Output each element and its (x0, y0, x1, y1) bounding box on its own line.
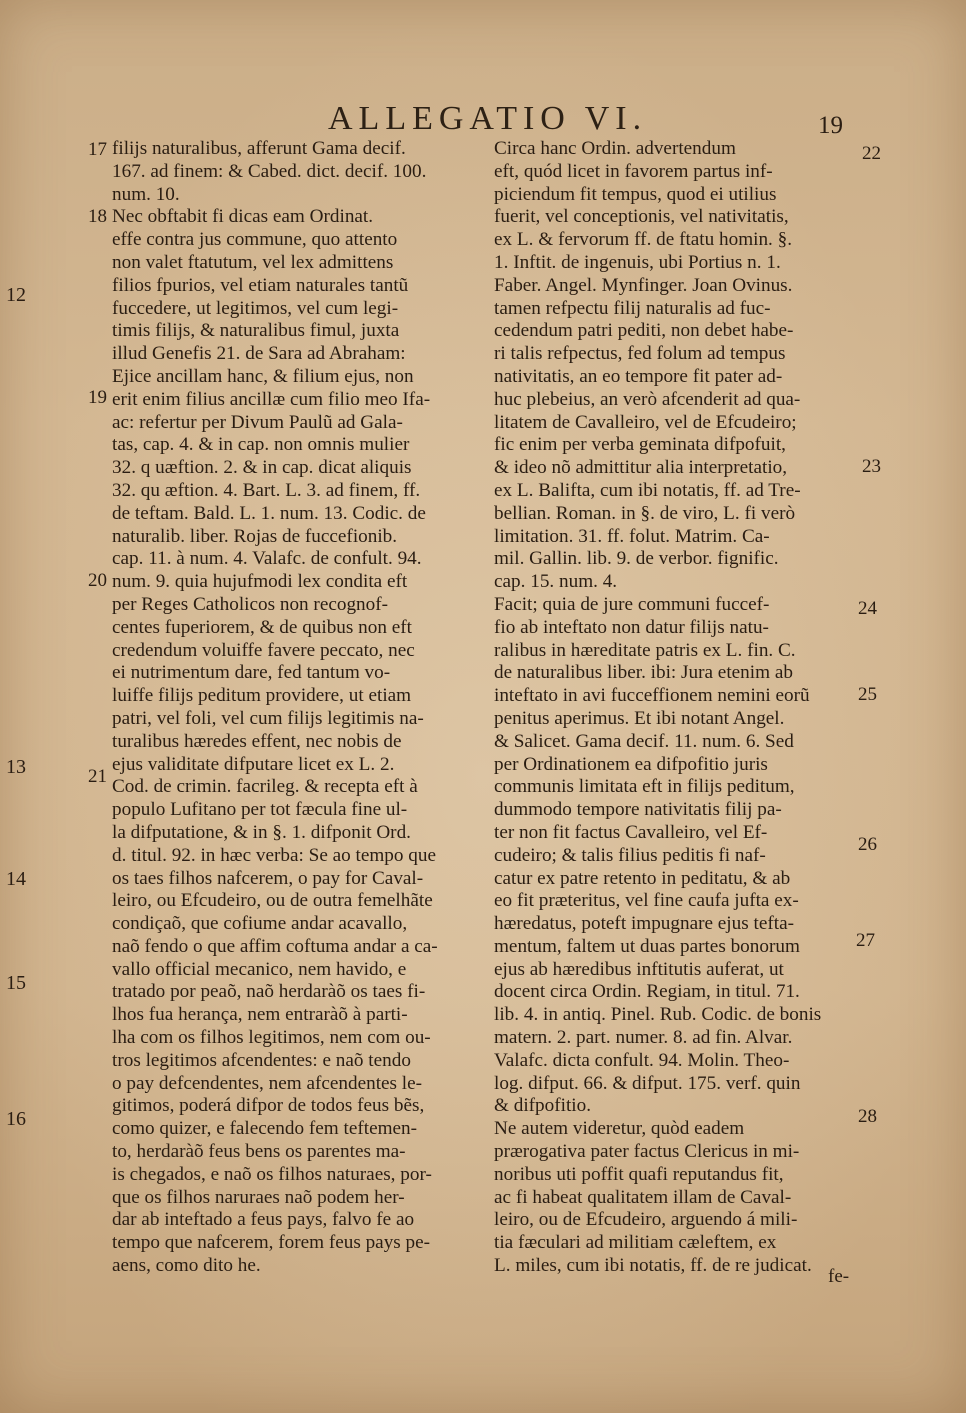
text-line: la difputatione, & in §. 1. difponit Ord. (112, 821, 411, 843)
text-line: populo Lufitano per tot fæcula fine ul- (112, 799, 408, 821)
margin-number: 13 (6, 756, 26, 778)
text-line: communis limitata eft in filijs peditum, (494, 776, 795, 798)
text-line: 167. ad finem: & Cabed. dict. decif. 100. (112, 160, 427, 182)
text-line: illud Genefis 21. de Sara ad Abraham: (112, 343, 406, 365)
text-line: fic enim per verba geminata difpofuit, (494, 434, 786, 456)
text-line: credendum voluiffe favere peccato, nec (112, 639, 415, 661)
paragraph-number: 22 (862, 143, 881, 164)
text-line: & difpofitio. (494, 1095, 591, 1117)
text-line: Faber. Angel. Mynfinger. Joan Ovinus. (494, 274, 793, 296)
text-line: tempo que nafcerem, forem feus pays pe- (112, 1232, 431, 1254)
text-line: mil. Gallin. lib. 9. de verbor. fignific. (494, 548, 779, 570)
text-line: cap. 15. num. 4. (494, 571, 618, 593)
text-line: que os filhos naruraes naõ podem her- (112, 1186, 405, 1208)
text-line: noribus uti poffit quafi reputandus fit, (494, 1163, 784, 1185)
margin-number: 12 (6, 284, 26, 306)
text-line: luiffe filijs peditum providere, ut etiam (112, 685, 412, 707)
text-line: Nec obftabit fi dicas eam Ordinat. (112, 206, 374, 228)
text-line: tamen refpectu filij naturalis ad fuc- (494, 297, 771, 319)
text-line: catur ex patre retento in peditatu, & ab (494, 867, 791, 889)
text-line: fuccedere, ut legitimos, vel cum legi- (112, 297, 399, 319)
text-line: naõ fendo o que affim coftuma andar a ca- (112, 935, 438, 957)
text-line: turalibus hæredes effent, nec nobis de (112, 730, 402, 752)
paragraph-number: 25 (858, 684, 877, 705)
text-line: erit enim filius ancillæ cum filio meo Ifa- (112, 388, 431, 410)
text-line: dar ab inteftado a feus pays, falvo fe ao (112, 1209, 415, 1231)
paragraph-number: 19 (88, 387, 107, 408)
text-line: centes fuperiorem, & de quibus non eft (112, 616, 412, 638)
text-line: penitus aperimus. Et ibi notant Angel. (494, 707, 785, 729)
text-line: os taes filhos nafcerem, o pay for Caval- (112, 867, 424, 889)
text-line: patri, vel foli, vel cum filijs legitimis na- (112, 707, 424, 729)
text-line: cudeiro; & talis filius peditis fi naf- (494, 844, 766, 866)
margin-number: 16 (6, 1108, 26, 1130)
text-line: de teftam. Bald. L. 1. num. 13. Codic. de (112, 502, 426, 524)
text-line: & Salicet. Gama decif. 11. num. 6. Sed (494, 730, 794, 752)
text-line: Valafc. dicta confult. 94. Molin. Theo- (494, 1049, 790, 1071)
text-line: ejus validitate difputare licet ex L. 2. (112, 753, 395, 775)
right-column (494, 138, 862, 1278)
text-line: ei nutrimentum dare, fed tantum vo- (112, 662, 391, 684)
text-line: to, herdaràõ feus bens os parentes ma- (112, 1141, 406, 1163)
paragraph-number: 26 (858, 834, 877, 855)
text-line: lhos fua herança, nem entraràõ à parti- (112, 1004, 408, 1026)
text-line: 32. q uæftion. 2. & in cap. dicat aliquis (112, 457, 412, 479)
text-line: o pay defcendentes, nem afcendentes le- (112, 1072, 423, 1094)
text-line: gitimos, poderá difpor de todos feus bẽs, (112, 1095, 425, 1117)
paragraph-number: 21 (88, 766, 107, 787)
text-line: Ejice ancillam hanc, & filium ejus, non (112, 365, 414, 387)
text-line: docent circa Ordin. Regiam, in titul. 71. (494, 981, 800, 1003)
text-line: filijs naturalibus, afferunt Gama decif. (112, 138, 406, 159)
text-line: prærogativa pater factus Clericus in mi- (494, 1141, 800, 1163)
text-line: log. difput. 66. & difput. 175. verf. quin (494, 1072, 801, 1094)
text-line: ex L. & fervorum ff. de ftatu homin. §. (494, 229, 793, 251)
paragraph-number: 23 (862, 456, 881, 477)
text-line: bellian. Roman. in §. de viro, L. fi verò (494, 502, 796, 524)
text-line: hæredatus, poteft impugnare ejus tefta- (494, 913, 794, 935)
text-line: vallo official mecanico, nem havido, e (112, 958, 407, 980)
text-line: tros legitimos afcendentes: e naõ tendo (112, 1049, 411, 1071)
text-line: per Ordinationem ea difpofitio juris (494, 753, 768, 775)
text-line: effe contra jus commune, quo attento (112, 229, 398, 251)
text-line: Cod. de crimin. facrileg. & recepta eft à (112, 776, 418, 798)
page-title: ALLEGATIO VI. (328, 100, 648, 137)
paragraph-number: 17 (88, 139, 107, 160)
text-line: ac: refertur per Divum Paulũ ad Gala- (112, 411, 403, 433)
text-line: timis filijs, & naturalibus fimul, juxta (112, 320, 400, 342)
text-line: Facit; quia de jure communi fuccef- (494, 593, 770, 615)
text-line: leiro, ou de Efcudeiro, arguendo á mili- (494, 1209, 798, 1231)
text-line: dummodo tempore nativitatis filij pa- (494, 799, 782, 821)
left-column (112, 138, 478, 1278)
text-line: fuerit, vel conceptionis, vel nativitatis, (494, 206, 789, 228)
text-line: 1. Inftit. de ingenuis, ubi Portius n. 1. (494, 251, 781, 273)
text-line: inteftato in avi fucceffionem nemini eorũ (494, 685, 810, 707)
text-line: ri talis refpectus, fed folum ad tempus (494, 343, 786, 365)
paragraph-number: 24 (858, 598, 877, 619)
text-line: mentum, faltem ut duas partes bonorum (494, 935, 800, 957)
page-number: 19 (818, 112, 843, 139)
text-line: lha com os filhos legitimos, nem com ou- (112, 1027, 431, 1049)
text-line: Circa hanc Ordin. advertendum (494, 138, 736, 159)
text-line: per Reges Catholicos non recognof- (112, 593, 389, 615)
text-line: filios fpurios, vel etiam naturales tantũ (112, 274, 409, 296)
text-line: litatem de Cavalleiro, vel de Efcudeiro; (494, 411, 797, 433)
text-line: 32. qu æftion. 4. Bart. L. 3. ad finem, ff. (112, 479, 421, 501)
catchword: fe- (828, 1266, 850, 1287)
text-line: huc plebeius, an verò afcenderit ad qua- (494, 388, 801, 410)
text-line: limitation. 31. ff. folut. Matrim. Ca- (494, 525, 770, 547)
text-line: fio ab inteftato non datur filijs natu- (494, 616, 769, 638)
text-line: eo fit præteritus, vel fine caufa jufta ex- (494, 890, 799, 912)
text-line: ter non fit factus Cavalleiro, vel Ef- (494, 821, 768, 843)
text-line: num. 9. quia hujufmodi lex condita eft (112, 571, 408, 593)
text-line: ralibus in hæreditate patris ex L. fin. C. (494, 639, 796, 661)
text-line: leiro, ou Efcudeiro, ou de outra femelhãte (112, 890, 433, 912)
text-line: lib. 4. in antiq. Pinel. Rub. Codic. de bonis (494, 1004, 822, 1026)
text-line: cedendum patri pediti, non debet habe- (494, 320, 794, 342)
margin-number: 14 (6, 868, 26, 890)
paragraph-number: 28 (858, 1106, 877, 1127)
text-line: L. miles, cum ibi notatis, ff. de re judicat. (494, 1255, 812, 1277)
paragraph-number: 20 (88, 570, 107, 591)
margin-number: 15 (6, 972, 26, 994)
text-line: naturalib. liber. Rojas de fuccefionib. (112, 525, 398, 547)
text-line: is chegados, e naõ os filhos naturaes, por- (112, 1163, 432, 1185)
text-line: & ideo nõ admittitur alia interpretatio, (494, 457, 788, 479)
text-line: d. titul. 92. in hæc verba: Se ao tempo que (112, 844, 436, 866)
text-line: ejus ab hæredibus inftitutis auferat, ut (494, 958, 784, 980)
paragraph-number: 27 (856, 930, 875, 951)
text-line: eft, quód licet in favorem partus inf- (494, 160, 773, 182)
text-line: de naturalibus liber. ibi: Jura etenim ab (494, 662, 793, 684)
text-line: tia fæculari ad militiam cæleftem, ex (494, 1232, 777, 1254)
page-header (0, 100, 966, 140)
text-line: matern. 2. part. numer. 8. ad fin. Alvar. (494, 1027, 793, 1049)
paragraph-number: 18 (88, 206, 107, 227)
text-line: Ne autem videretur, quòd eadem (494, 1118, 745, 1140)
text-line: num. 10. (112, 183, 180, 205)
text-line: non valet ftatutum, vel lex admittens (112, 251, 394, 273)
text-line: como quizer, e falecendo fem teftemen- (112, 1118, 418, 1140)
text-line: ex L. Balifta, cum ibi notatis, ff. ad Tre- (494, 479, 801, 501)
text-line: piciendum fit tempus, quod ei utilius (494, 183, 777, 205)
text-line: nativitatis, an eo tempore fit pater ad- (494, 365, 783, 387)
text-line: condiçaõ, que cofiume andar acavallo, (112, 913, 408, 935)
text-line: ac fi habeat qualitatem illam de Caval- (494, 1186, 792, 1208)
text-line: tratado por peaõ, naõ herdaràõ os taes fi- (112, 981, 426, 1003)
text-line: aens, como dito he. (112, 1255, 261, 1277)
text-line: tas, cap. 4. & in cap. non omnis mulier (112, 434, 410, 456)
text-line: cap. 11. à num. 4. Valafc. de confult. 94. (112, 548, 422, 570)
